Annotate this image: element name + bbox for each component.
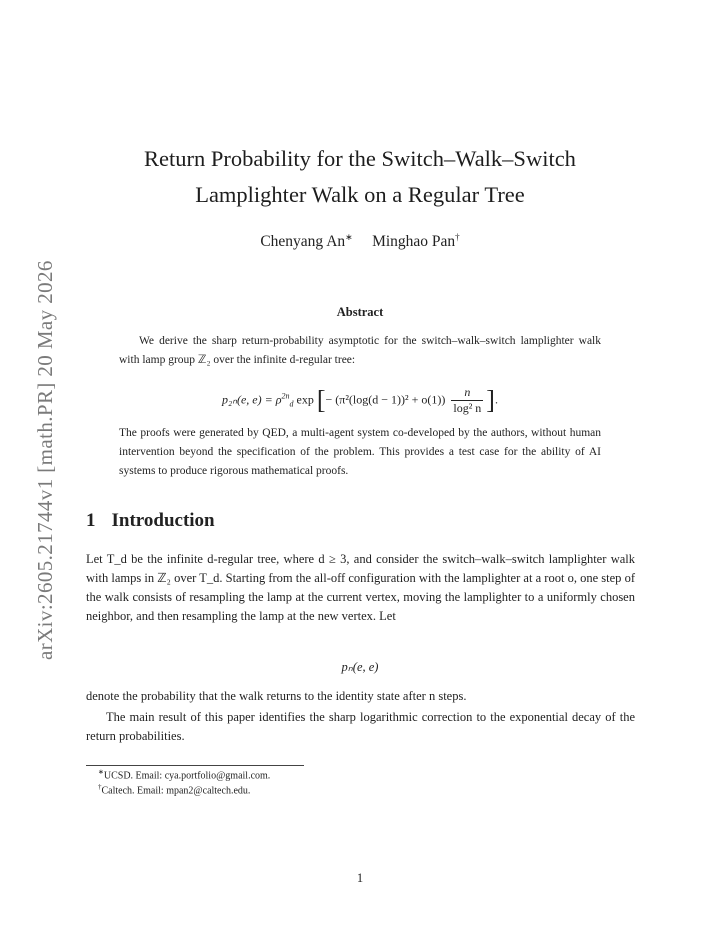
- section-number: 1: [86, 510, 96, 531]
- formula-fraction: [451, 385, 483, 416]
- page-number: 1: [356, 871, 364, 885]
- footnote-1-mark: ∗: [98, 768, 104, 776]
- title-line-1: Return Probability for the Switch–Walk–Switch: [144, 146, 576, 171]
- formula-exp: exp: [296, 392, 314, 407]
- paper-title: [0, 141, 720, 213]
- footnote-1: [98, 768, 270, 781]
- intro-paragraph-3: The main result of this paper identifies the sharp logarithmic correction to the exponential decay of the return probabilities.: [86, 710, 635, 743]
- footnote-rule: [86, 765, 304, 766]
- footnote-2-text: Caltech. Email: mpan2@caltech.edu.: [101, 785, 251, 797]
- arxiv-stamp: arXiv:2605.21744v1 [math.PR] 20 May 2026: [33, 260, 57, 660]
- author-2-mark: †: [455, 232, 460, 242]
- intro-equation: pₙ(e, e): [341, 660, 379, 674]
- author-1: Chenyang An: [260, 233, 346, 251]
- formula-period: .: [494, 392, 498, 407]
- author-1-mark: ∗: [345, 232, 353, 242]
- abstract-formula: p₂ₙ(e, $e) = \rho^{2n}_d$ exp [− (π²(log(d − 1))² + o(1)) $\frac{n}{\text{log² n}}$ ].: [222, 385, 498, 415]
- abstract-paragraph-2: The proofs were generated by QED, a multi-agent system co-developed by the authors, without human intervention beyond the specification of the problem. This provides a test case for the ability of AI systems to produce rigorous mathematical proofs.: [119, 427, 601, 477]
- authors: [0, 232, 720, 251]
- formula-inner: − (π²(log(d − 1))² + o(1)): [325, 392, 446, 407]
- abstract-heading: Abstract: [336, 305, 384, 319]
- formula-lhs: p₂ₙ(e, e) = ρ: [222, 392, 282, 407]
- intro-paragraph-1: Let T_d be the infinite d-regular tree, where d ≥ 3, and consider the switch–walk–switch lamplighter walk with lamps in ℤ₂ over T_d. Starting from the all-off configuration with the lamplighter at a root o, one step of the walk consists of resampling the lamp at the current vertex, moving the lamplighter to a uniformly chosen neighbor, and then resampling the lamp at the new vertex. Let: [86, 552, 635, 623]
- footnote-2-mark: †: [98, 783, 102, 791]
- title-line-2: Lamplighter Walk on a Regular Tree: [195, 182, 525, 207]
- section-title: Introduction: [111, 510, 215, 531]
- formula-fraction-numerator: n: [451, 385, 483, 401]
- section-heading: [86, 510, 215, 532]
- intro-paragraph-2: denote the probability that the walk returns to the identity state after n steps.: [86, 689, 467, 703]
- author-2: Minghao Pan: [372, 233, 456, 251]
- footnote-1-text: UCSD. Email: cya.portfolio@gmail.com.: [103, 770, 271, 782]
- formula-fraction-denominator: log² n: [453, 401, 482, 415]
- footnote-2: [98, 783, 250, 796]
- abstract-paragraph-1: We derive the sharp return-probability asymptotic for the switch–walk–switch lamplighter walk with lamp group ℤ₂ over the infinite d-regular tree:: [119, 335, 601, 366]
